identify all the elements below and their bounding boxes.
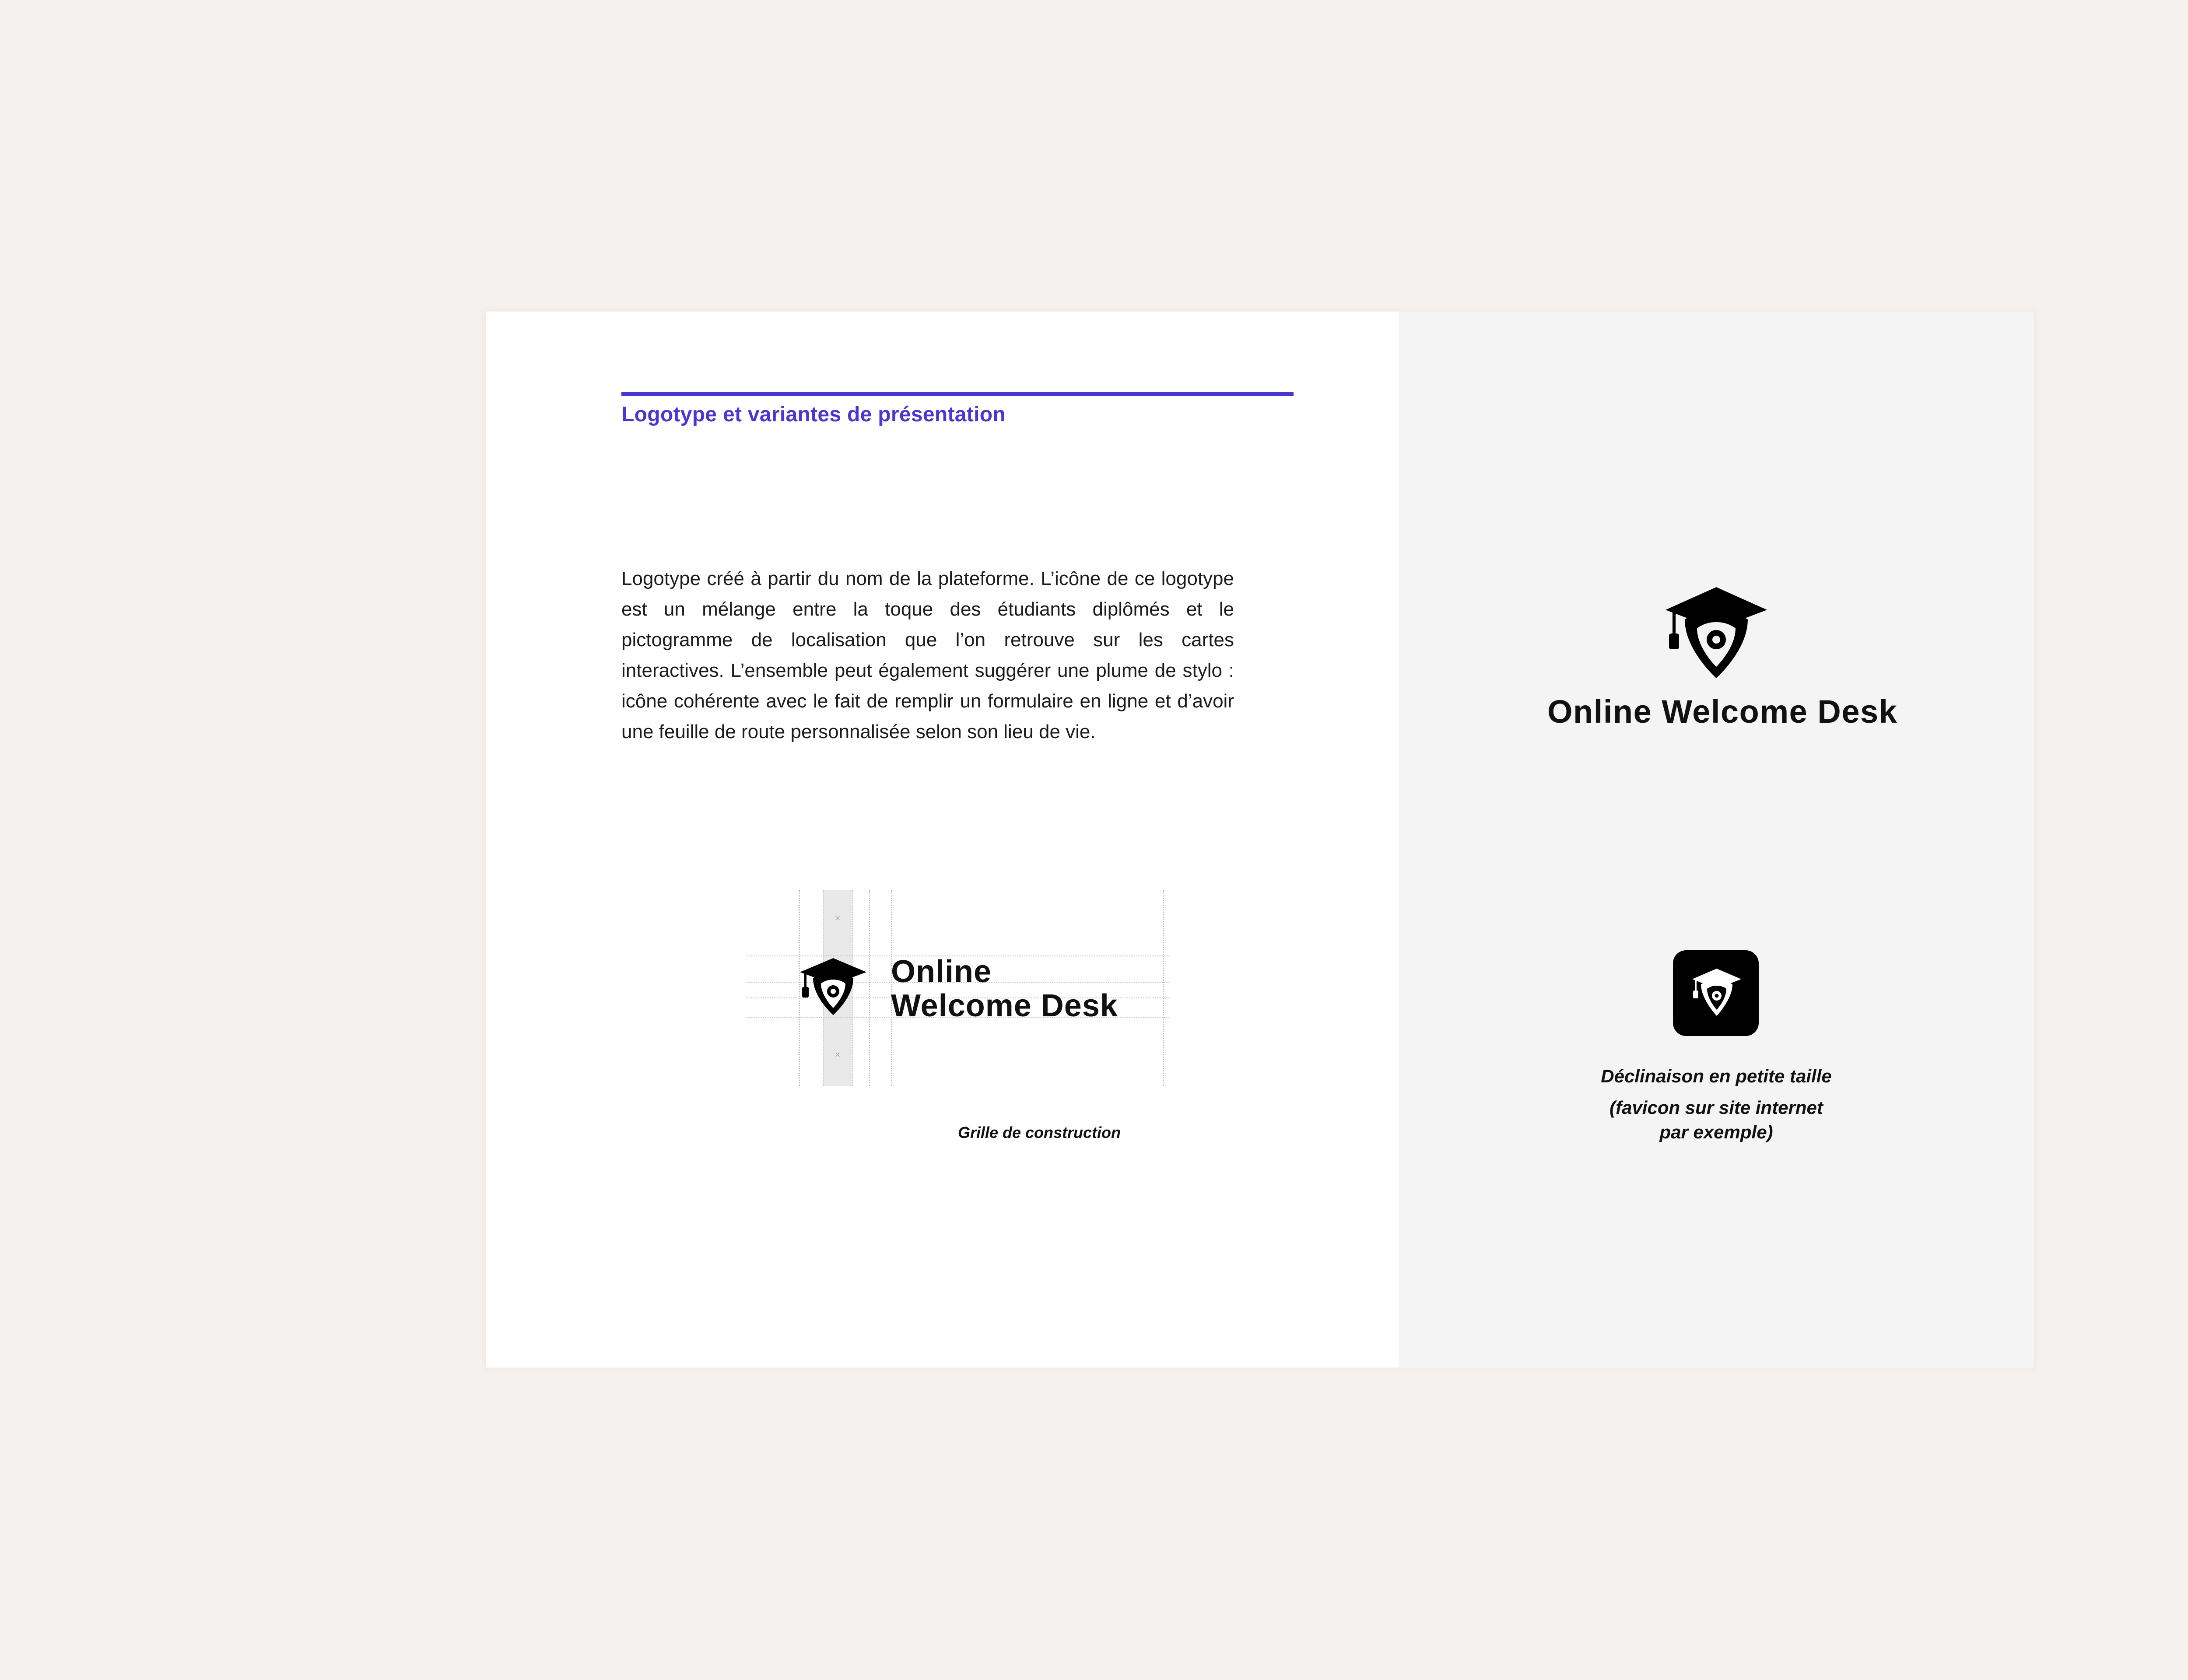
grid-guide-vertical (1163, 890, 1164, 1086)
construction-grid (746, 890, 1170, 1086)
graduation-cap-location-pin-icon (1663, 584, 1770, 681)
graduation-cap-location-pin-icon (798, 956, 868, 1017)
section-title: Logotype et variantes de présentation (621, 403, 1006, 426)
grid-caption: Grille de construction (957, 1124, 1121, 1141)
favicon-caption-line: (favicon sur site internet (1609, 1097, 1823, 1118)
favicon-caption-line: Déclinaison en petite taille (1601, 1066, 1832, 1086)
document-spread (486, 312, 2034, 1368)
graduation-cap-location-pin-icon (1690, 967, 1742, 1018)
favicon-caption (1563, 1064, 1869, 1144)
wordmark-line: Welcome Desk (891, 988, 1118, 1023)
grid-guide-vertical (869, 890, 870, 1086)
main-logo (1547, 584, 1898, 730)
left-page (486, 312, 1399, 1368)
grid-wordmark (891, 955, 1118, 1023)
grid-x-marker: × (835, 1049, 841, 1060)
favicon (1673, 950, 1759, 1036)
wordmark-line: Online (891, 954, 992, 989)
right-page (1399, 312, 2034, 1368)
title-rule (621, 392, 1294, 396)
logo-description: Logotype créé à partir du nom de la plateforme. L’icône de ce logotype est un mélange entre la toque des étudiants diplômés et le pictogramme de localisation que l’on retrouve sur les cartes interactives. L’ensemble peut également suggérer une plume de stylo : icône cohérente avec le fait de remplir un formulaire en ligne et d’avoir une feuille de route personnalisée selon son lieu de vie. (621, 568, 1234, 742)
grid-x-marker: × (835, 913, 841, 924)
favicon-caption-line: par exemple) (1659, 1122, 1773, 1142)
brand-wordmark: Online Welcome Desk (1547, 693, 1898, 730)
